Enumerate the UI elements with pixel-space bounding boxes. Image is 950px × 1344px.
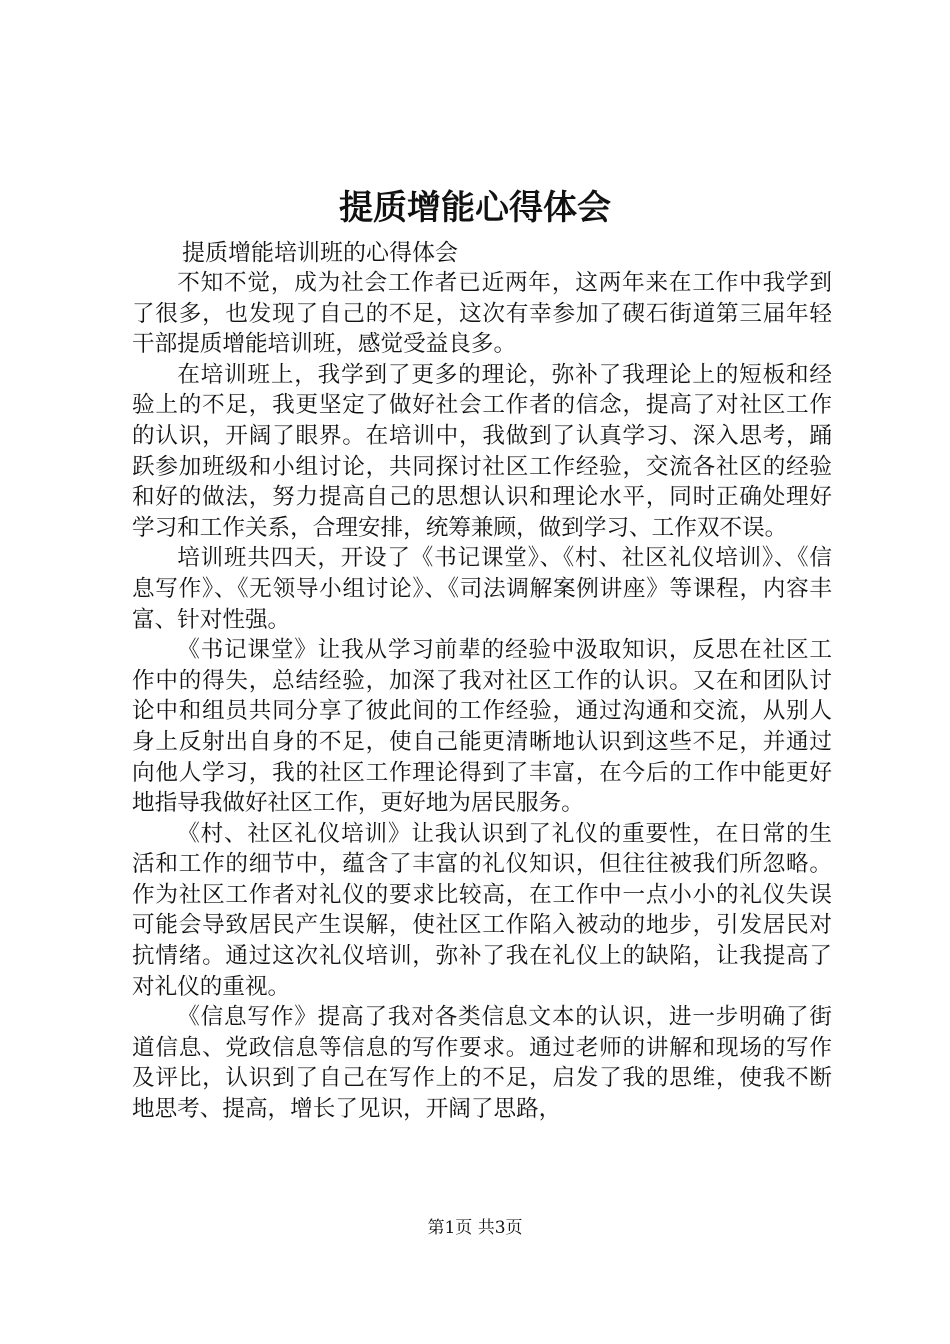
paragraph: 《村、社区礼仪培训》让我认识到了礼仪的重要性，在日常的生活和工作的细节中，蕴含了丰富的礼仪知识，但往往被我们所忽略。作为社区工作者对礼仪的要求比较高，在工作中一点小小的礼仪失误可能会导致居民产生误解，使社区工作陷入被动的地步，引发居民对抗情绪。通过这次礼仪培训，弥补了我在礼仪上的缺陷，让我提高了对礼仪的重视。 bbox=[132, 820, 832, 1000]
paragraph: 《书记课堂》让我从学习前辈的经验中汲取知识，反思在社区工作中的得失，总结经验，加深了我对社区工作的认识。又在和团队讨论中和组员共同分享了彼此间的工作经验，通过沟通和交流，从别人身上反射出自身的不足，使自己能更清晰地认识到这些不足，并通过向他人学习，我的社区工作理论得到了丰富，在今后的工作中能更好地指导我做好社区工作，更好地为居民服务。 bbox=[132, 637, 832, 817]
document-title: 提质增能心得体会 bbox=[339, 188, 611, 228]
paragraph: 在培训班上，我学到了更多的理论，弥补了我理论上的短板和经验上的不足，我更坚定了做好社会工作者的信念，提高了对社区工作的认识，开阔了眼界。在培训中，我做到了认真学习、深入思考，踊跃参加班级和小组讨论，共同探讨社区工作经验，交流各社区的经验和好的做法，努力提高自己的思想认识和理论水平，同时正确处理好学习和工作关系，合理安排，统筹兼顾，做到学习、工作双不误。 bbox=[132, 361, 832, 541]
document-body bbox=[132, 268, 832, 1125]
paragraph: 培训班共四天，开设了《书记课堂》、《村、社区礼仪培训》、《信息写作》、《无领导小组讨论》、《司法调解案例讲座》等课程，内容丰富、针对性强。 bbox=[132, 545, 832, 633]
document-subtitle: 提质增能培训班的心得体会 bbox=[182, 240, 458, 266]
page-number-footer: 第1页 共3页 bbox=[427, 1218, 523, 1238]
paragraph: 不知不觉，成为社会工作者已近两年，这两年来在工作中我学到了很多，也发现了自己的不足，这次有幸参加了碶石街道第三届年轻干部提质增能培训班，感觉受益良多。 bbox=[132, 270, 832, 358]
paragraph: 《信息写作》提高了我对各类信息文本的认识，进一步明确了街道信息、党政信息等信息的写作要求。通过老师的讲解和现场的写作及评比，认识到了自己在写作上的不足，启发了我的思维，使我不断地思考、提高，增长了见识，开阔了思路， bbox=[132, 1004, 832, 1123]
